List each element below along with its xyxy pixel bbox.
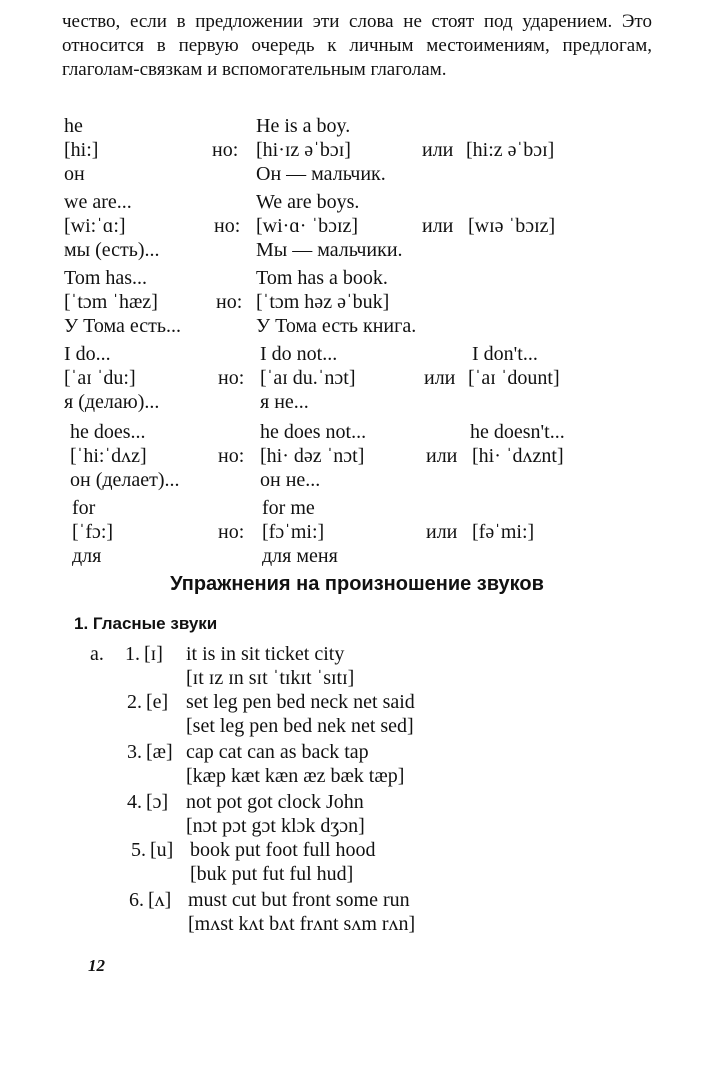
alt-transcription: [hi· ˈdʌznt] xyxy=(472,445,564,467)
section-title: Упражнения на произношение звуков xyxy=(170,573,544,595)
contraction: he doesn't... xyxy=(470,421,565,443)
alt-transcription: [fəˈmi:] xyxy=(472,521,535,543)
contraction: I don't... xyxy=(472,343,538,365)
example-translation: я не... xyxy=(260,391,309,413)
exercise-number: 6. xyxy=(129,889,144,911)
no-label: но: xyxy=(212,139,239,161)
word-transcription: [hi:] xyxy=(64,139,99,161)
exercise-words: it is in sit ticket city xyxy=(186,643,345,665)
exercise-item xyxy=(110,790,610,838)
exercise-number: 4. xyxy=(127,791,142,813)
word-transcription: [ˈfɔ:] xyxy=(72,521,114,543)
or-label: или xyxy=(422,139,454,161)
exercise-transcription: [buk put fut ful hud] xyxy=(190,863,354,885)
comparison-block xyxy=(64,496,644,568)
comparison-block xyxy=(64,190,644,262)
word: he does... xyxy=(70,421,146,443)
exercise-item xyxy=(110,740,610,788)
word-translation: я (делаю)... xyxy=(64,391,160,413)
no-label: но: xyxy=(216,291,243,313)
word-translation: мы (есть)... xyxy=(64,239,160,261)
exercise-sound: [ɔ] xyxy=(146,791,169,813)
exercise-sound: [ʌ] xyxy=(148,889,172,911)
word-translation: для xyxy=(72,545,102,567)
example-transcription: [hi·ɪz əˈbɔɪ] xyxy=(256,139,351,161)
word-translation: У Тома есть... xyxy=(64,315,182,337)
exercise-words: not pot got clock John xyxy=(186,791,364,813)
comparison-block xyxy=(64,114,644,186)
word: for xyxy=(72,497,96,519)
exercise-sound: [u] xyxy=(150,839,174,861)
part-letter: a. xyxy=(90,643,104,665)
example-phrase: I do not... xyxy=(260,343,338,365)
word: he xyxy=(64,115,83,137)
example-phrase: He is a boy. xyxy=(256,115,351,137)
exercise-words: set leg pen bed neck net said xyxy=(186,691,415,713)
example-transcription: [wi·ɑ· ˈbɔɪz] xyxy=(256,215,359,237)
example-phrase: he does not... xyxy=(260,421,367,443)
example-phrase: We are boys. xyxy=(256,191,360,213)
subsection-title: 1. Гласные звуки xyxy=(74,614,218,633)
exercise-number: 2. xyxy=(127,691,142,713)
example-translation: Он — мальчик. xyxy=(256,163,386,185)
word-transcription: [ˈhi:ˈdʌz] xyxy=(70,445,147,467)
no-label: но: xyxy=(214,215,241,237)
word: Tom has... xyxy=(64,267,148,289)
word-transcription: [ˈaɪ ˈdu:] xyxy=(64,367,136,389)
exercise-transcription: [mʌst kʌt bʌt frʌnt sʌm rʌn] xyxy=(188,913,416,935)
page-number: 12 xyxy=(88,956,105,975)
or-label: или xyxy=(422,215,454,237)
alt-transcription: [wɪə ˈbɔɪz] xyxy=(468,215,556,237)
word-translation: он (делает)... xyxy=(70,469,180,491)
exercise-words: cap cat can as back tap xyxy=(186,741,369,763)
exercise-words: must cut but front some run xyxy=(188,889,410,911)
or-label: или xyxy=(424,367,456,389)
comparison-block xyxy=(64,420,644,492)
exercise-transcription: [nɔt pɔt gɔt klɔk dʒɔn] xyxy=(186,815,365,837)
example-translation: У Тома есть книга. xyxy=(256,315,417,337)
or-label: или xyxy=(426,521,458,543)
exercise-item xyxy=(108,642,608,690)
exercise-sound: [ɪ] xyxy=(144,643,163,665)
alt-transcription: [hi:z əˈbɔɪ] xyxy=(466,139,555,161)
exercise-item xyxy=(110,690,610,738)
intro-paragraph: чество, если в предложении эти слова не стоят под ударением. Это относится в первую очередь к личным местоимениям, предлогам, глаголам-связкам и вспомогательным глаголам. xyxy=(62,11,652,80)
exercise-number: 1. xyxy=(125,643,140,665)
word-transcription: [ˈtɔm ˈhæz] xyxy=(64,291,158,313)
no-label: но: xyxy=(218,367,245,389)
example-translation: Мы — мальчики. xyxy=(256,239,403,261)
exercise-item xyxy=(112,888,612,936)
exercise-words: book put foot full hood xyxy=(190,839,376,861)
word-transcription: [wi:ˈɑ:] xyxy=(64,215,126,237)
example-transcription: [fɔˈmi:] xyxy=(262,521,325,543)
example-transcription: [ˈtɔm həz əˈbuk] xyxy=(256,291,390,313)
no-label: но: xyxy=(218,445,245,467)
word-translation: он xyxy=(64,163,85,185)
example-phrase: for me xyxy=(262,497,315,519)
comparison-block xyxy=(64,266,644,338)
word: I do... xyxy=(64,343,111,365)
exercise-transcription: [set leg pen bed nek net sed] xyxy=(186,715,414,737)
exercise-sound: [æ] xyxy=(146,741,173,763)
or-label: или xyxy=(426,445,458,467)
example-transcription: [hi· dəz ˈnɔt] xyxy=(260,445,365,467)
alt-transcription: [ˈaɪ ˈdount] xyxy=(468,367,560,389)
no-label: но: xyxy=(218,521,245,543)
example-phrase: Tom has a book. xyxy=(256,267,388,289)
exercise-item xyxy=(114,838,614,886)
example-transcription: [ˈaɪ du.ˈnɔt] xyxy=(260,367,356,389)
comparison-block xyxy=(64,342,644,414)
exercise-sound: [e] xyxy=(146,691,169,713)
exercise-transcription: [kæp kæt kæn æz bæk tæp] xyxy=(186,765,405,787)
exercise-number: 3. xyxy=(127,741,142,763)
exercise-transcription: [ɪt ɪz ɪn sɪt ˈtɪkɪt ˈsɪtɪ] xyxy=(186,667,355,689)
word: we are... xyxy=(64,191,132,213)
example-translation: для меня xyxy=(262,545,338,567)
example-translation: он не... xyxy=(260,469,321,491)
exercise-number: 5. xyxy=(131,839,146,861)
